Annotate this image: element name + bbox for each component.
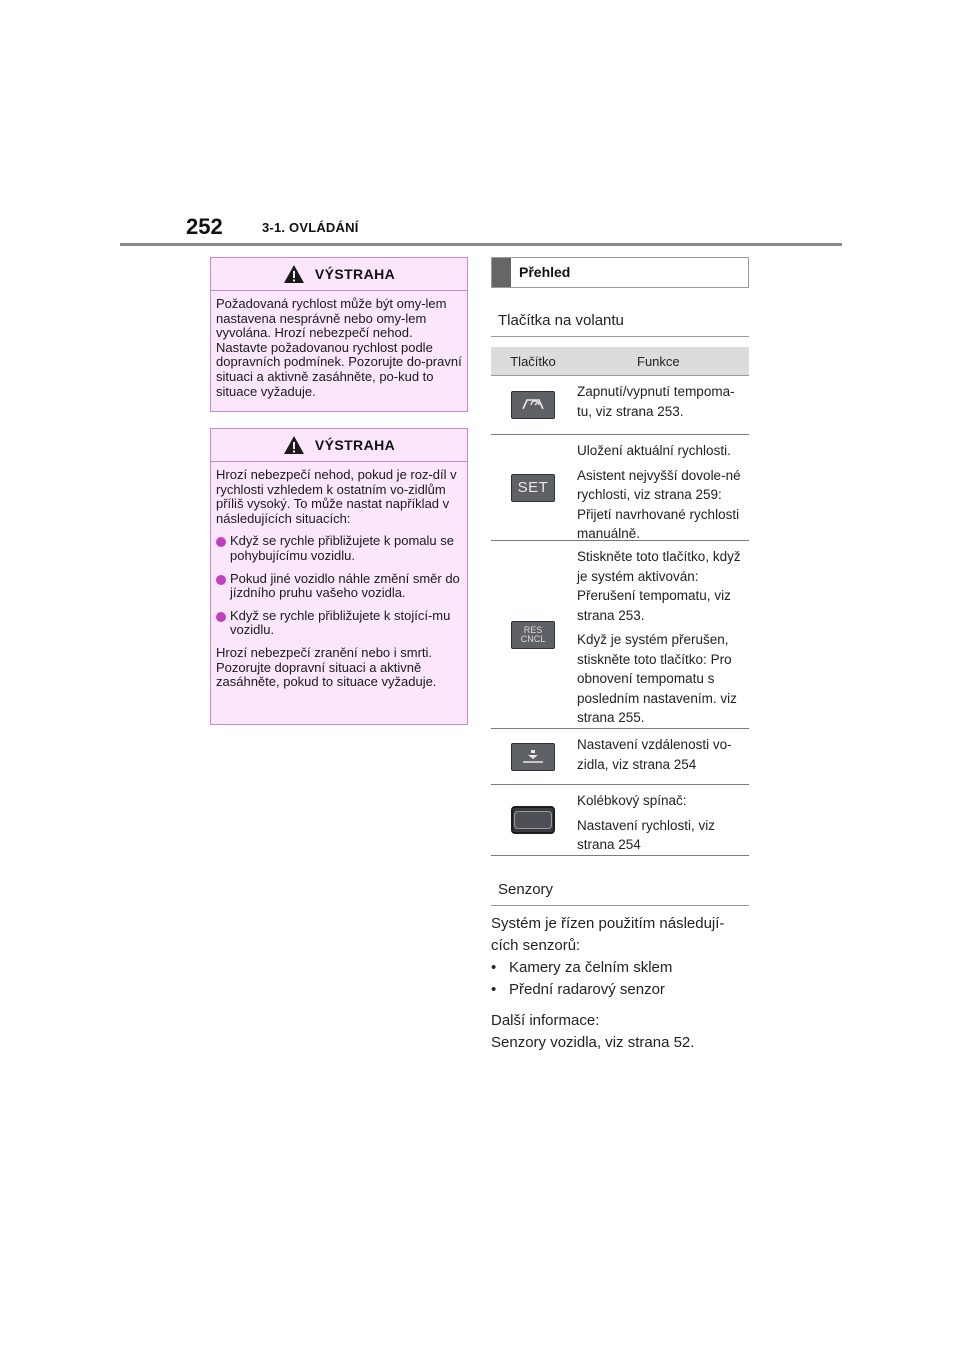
bullet-icon: • — [491, 981, 497, 998]
warning-text: Požadovaná rychlost může být omy-lem nastavena nesprávně nebo omy-lem vyvolána. Hrozí nebezpečí nehod. Nastavte požadovanou rychlost podle dopravních podmínek. Pozorujte do-pravní situaci a aktivně zasáhněte, po-kud to situace vyžaduje. — [216, 296, 462, 399]
warning-box-speed — [210, 257, 468, 412]
warning-title: VÝSTRAHA — [314, 266, 396, 282]
cruise-control-icon — [520, 396, 546, 414]
bullet-icon: • — [491, 959, 497, 976]
sensors-body — [491, 913, 749, 1054]
page-number: 252 — [186, 214, 223, 239]
sensors-intro: Systém je řízen použitím následují-cích senzorů: — [491, 915, 725, 954]
header-rule — [120, 243, 842, 246]
row-text: Když je systém přerušen, stiskněte toto tlačítko: Pro obnovení tempomatu s posledním nastavením. viz strana 255. — [577, 632, 737, 725]
distance-setting-icon — [520, 748, 546, 766]
warning-triangle-icon — [283, 264, 305, 284]
warning-header — [211, 258, 467, 291]
row-text: Stiskněte toto tlačítko, když je systém aktivován: Přerušení tempomatu, viz strana 253. — [577, 549, 741, 623]
warning-outro: Hrozí nebezpečí zranění nebo i smrti. Pozorujte dopravní situaci a aktivně zasáhněte, pokud to situace vyžaduje. — [216, 644, 437, 690]
warning-bullet: Pokud jiné vozidlo náhle změní směr do jízdního pruhu vašeho vozidla. — [216, 572, 462, 601]
header-button: Tlačítko — [510, 353, 556, 369]
warning-intro: Hrozí nebezpečí nehod, pokud je roz-díl v rychlosti vzhledem k ostatním vo-zidlům příliš vysoký. To může nastat například v následujících situacích: — [216, 467, 457, 526]
bullet-dot-icon — [216, 537, 226, 547]
row-text: Zapnutí/vypnutí tempoma-tu, viz strana 253. — [577, 384, 735, 419]
warning-header — [211, 429, 467, 462]
distance-button — [511, 743, 555, 771]
row-text: Nastavení rychlosti, viz strana 254 — [577, 817, 716, 852]
table-header — [491, 347, 749, 376]
table-row — [491, 376, 749, 435]
table-row — [491, 435, 749, 541]
bullet-dot-icon — [216, 575, 226, 585]
rocker-switch — [511, 806, 555, 834]
set-button: SET — [511, 474, 555, 502]
more-info-label: Další informace: — [491, 1012, 600, 1029]
warning-box-collision — [210, 428, 468, 725]
more-info-text: Senzory vozidla, viz strana 52. — [491, 1034, 695, 1051]
warning-bullet: Když se rychle přibližujete k stojící-mu vozidlu. — [216, 609, 462, 638]
buttons-table — [491, 347, 749, 856]
row-text: Kolébkový spínač: — [577, 793, 687, 808]
res-cncl-button: RES CNCL — [511, 621, 555, 649]
buttons-section-title: Tlačítka na volantu — [491, 312, 749, 337]
warning-triangle-icon — [283, 435, 305, 455]
warning-title: VÝSTRAHA — [314, 437, 396, 453]
table-row — [491, 729, 749, 785]
chapter-title: 3-1. OVLÁDÁNÍ — [262, 220, 359, 235]
sensors-section-title: Senzory — [491, 881, 749, 906]
list-item: • Přední radarový senzor — [491, 979, 749, 1001]
overview-marker — [492, 258, 511, 287]
warning-bullet: Když se rychle přibližujete k pomalu se pohybujícímu vozidlu. — [216, 534, 462, 563]
row-text: Nastavení vzdálenosti vo-zidla, viz strana 254 — [577, 737, 732, 772]
header-function: Funkce — [637, 353, 680, 369]
table-row — [491, 785, 749, 856]
row-text: Asistent nejvyšší dovole-né rychlosti, viz strana 259: Přijetí navrhované rychlosti manuálně. — [577, 467, 741, 541]
bullet-dot-icon — [216, 612, 226, 622]
list-item: • Kamery za čelním sklem — [491, 957, 749, 979]
rocker-switch-icon — [514, 811, 552, 829]
overview-title: Přehled — [519, 264, 571, 280]
cruise-control-button — [511, 391, 555, 419]
table-row — [491, 541, 749, 729]
row-text: Uložení aktuální rychlosti. — [577, 443, 731, 458]
overview-header — [491, 257, 749, 288]
